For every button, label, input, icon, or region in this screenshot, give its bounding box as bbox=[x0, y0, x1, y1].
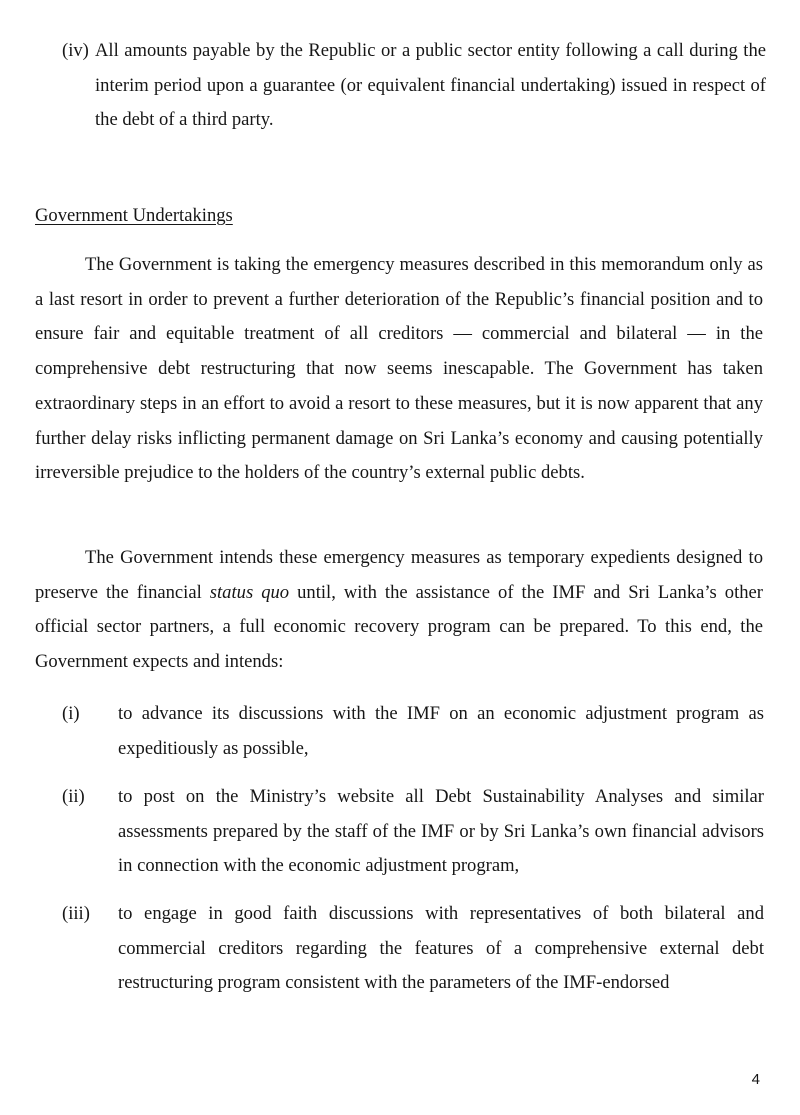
list-item-text: to engage in good faith discussions with representatives of both bilateral and commercial creditors regarding the features of a comprehensive external debt restructuring program consistent with the parameters of the IMF-endorsed bbox=[118, 903, 764, 993]
list-item-text: to advance its discussions with the IMF on an economic adjustment program as expeditiously as possible, bbox=[118, 703, 764, 759]
list-item-number: (iii) bbox=[62, 903, 90, 924]
list-item-text: All amounts payable by the Republic or a public sector entity following a call during the interim period upon a guarantee (or equivalent financial undertaking) issued in respect of the debt of a third party. bbox=[95, 40, 766, 130]
list-item-number: (i) bbox=[62, 703, 80, 724]
paragraph-italic-phrase: status quo bbox=[209, 581, 290, 603]
section-heading: Government Undertakings bbox=[35, 205, 233, 226]
page-number: 4 bbox=[751, 1071, 760, 1088]
list-item-iii bbox=[62, 897, 764, 1001]
paragraph-text-before: The Government intends these emergency measures as temporary expedients designed to preserve the financial bbox=[35, 547, 763, 603]
paragraph-government-measures: The Government is taking the emergency measures described in this memorandum only as a last resort in order to prevent a further deterioration of the Republic’s financial position and to ensure fair and equitable treatment of all creditors — commercial and bilateral — in the comprehensive debt restructuring that now seems inescapable. The Government has taken extraordinary steps in an effort to avoid a resort to these measures, but it is now apparent that any further delay risks inflicting permanent damage on Sri Lanka’s economy and causing potentially irreversible prejudice to the holders of the country’s external public debts. bbox=[35, 254, 763, 484]
list-item-iv bbox=[62, 34, 766, 138]
paragraph-temporary-expedients bbox=[35, 541, 763, 680]
paragraph-text-after: until, with the assistance of the IMF and Sri Lanka’s other official sector partners, a full economic recovery program can be prepared. To this end, the Government expects and intends: bbox=[35, 581, 763, 673]
list-item-text: to post on the Ministry’s website all Debt Sustainability Analyses and similar assessments prepared by the staff of the IMF or by Sri Lanka’s own financial advisors in connection with the economic adjustment program, bbox=[118, 786, 764, 876]
list-item-number: (ii) bbox=[62, 786, 85, 807]
list-item-i bbox=[62, 697, 764, 766]
list-item-number: (iv) bbox=[62, 40, 89, 61]
list-item-ii bbox=[62, 780, 764, 884]
